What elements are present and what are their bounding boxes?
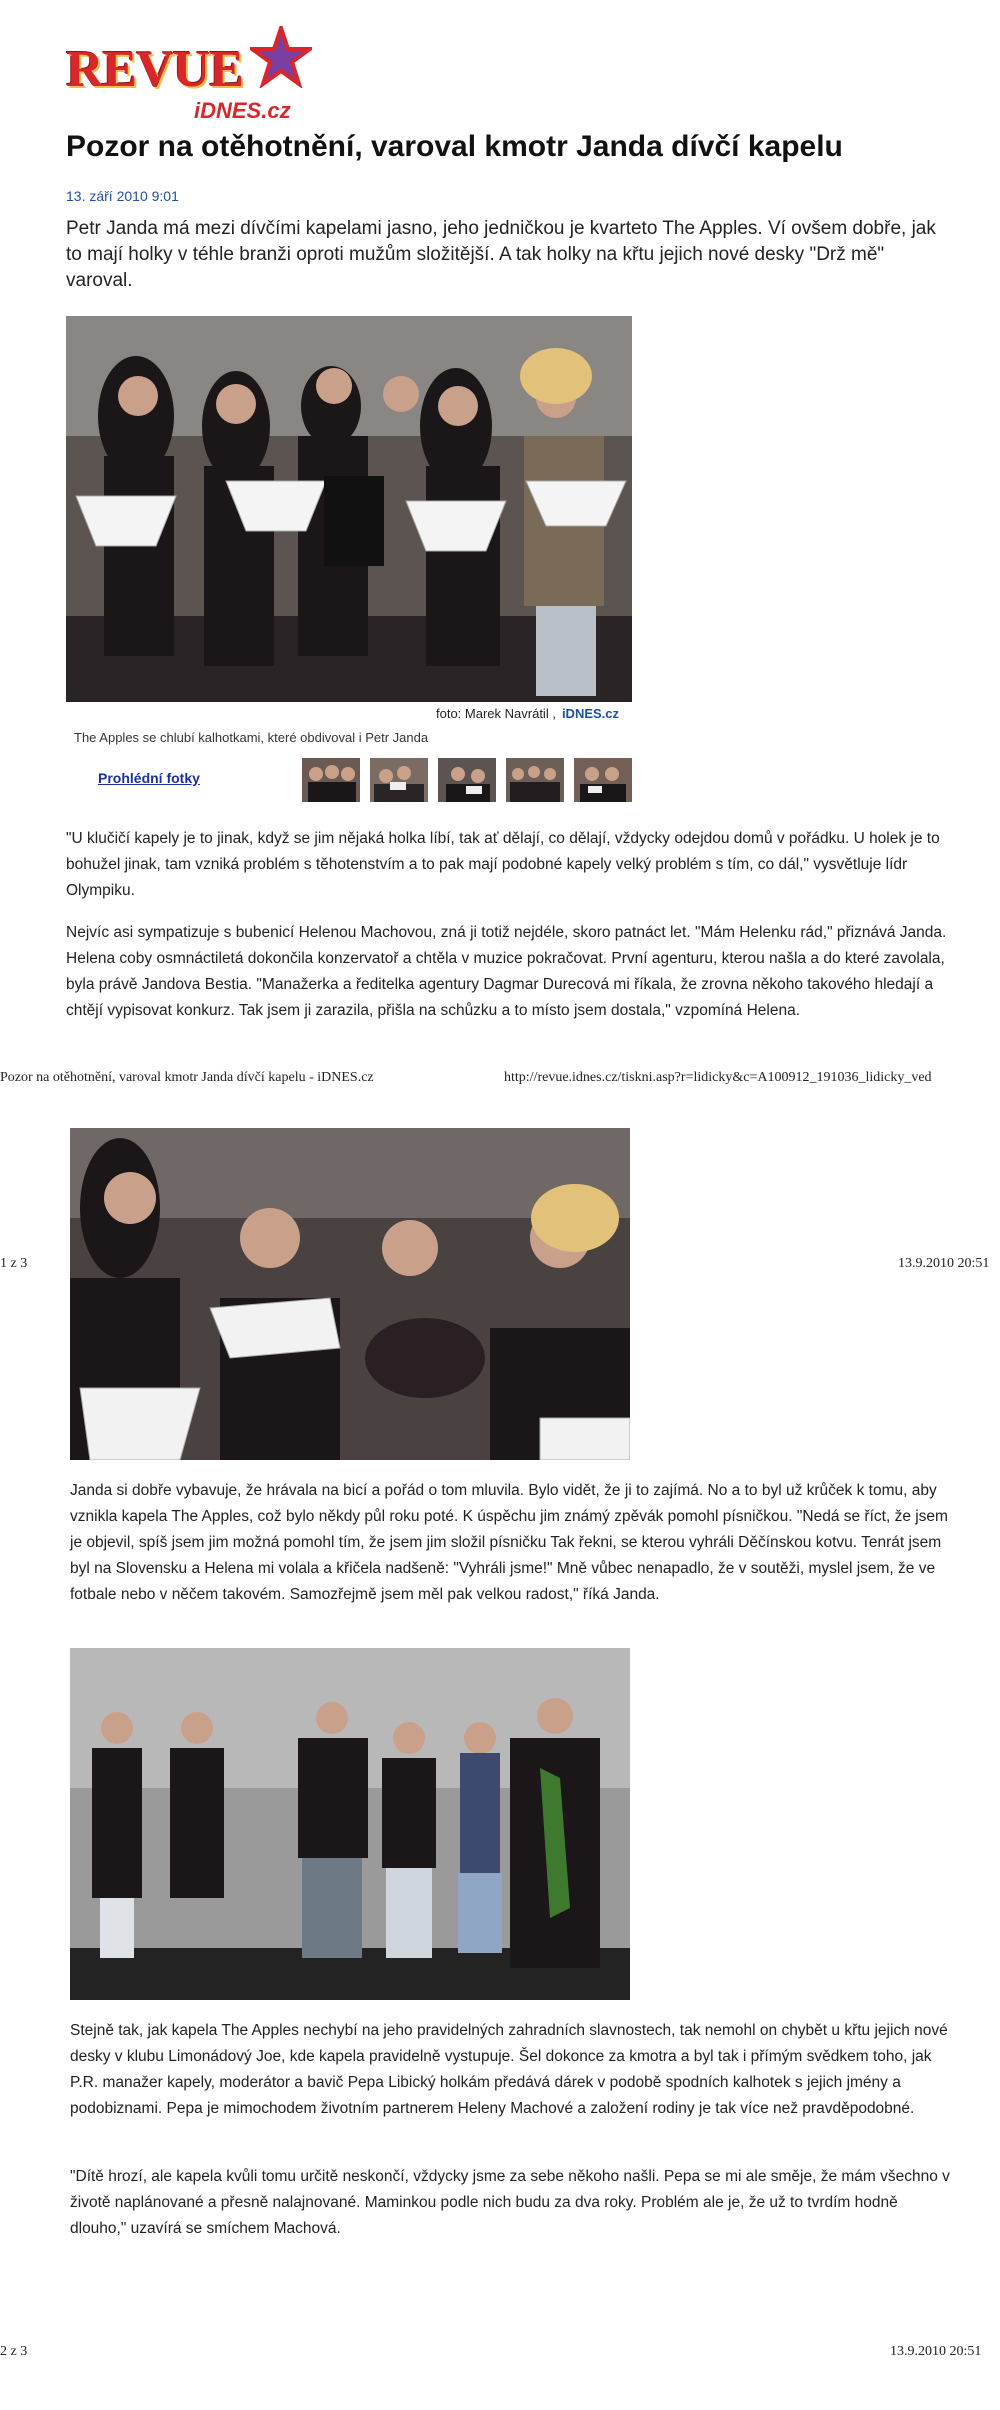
gallery-link[interactable]: Prohlédní fotky (98, 770, 200, 786)
photo-band-with-panties (66, 316, 632, 702)
article-title: Pozor na otěhotnění, varoval kmotr Janda dívčí kapelu (66, 130, 843, 163)
gallery-thumbnail[interactable] (370, 758, 428, 802)
revue-logo[interactable] (66, 26, 316, 130)
star-icon (250, 26, 312, 88)
photo-caption: The Apples se chlubí kalhotkami, které obdivoval i Petr Janda (74, 730, 429, 745)
article-lead: Petr Janda má mezi dívčími kapelami jasno, jeho jedničkou je kvarteto The Apples. Ví ovšem dobře, jak to mají holky v téhle branži oproti mužům složitější. A tak holky na křtu jejich nové desky "Drž mě" varoval. (66, 218, 936, 291)
print-page-date: 13.9.2010 20:51 (890, 2344, 982, 2359)
photo-credit-source: iDNES.cz (561, 706, 620, 721)
article-paragraph: "Dítě hrozí, ale kapela kvůli tomu určitě neskončí, vždycky jsme za sebe někoho našli. Pepa se mi ale směje, že mám všechno v životě naplánované a přesně nalajnované. Maminkou podle nich budu za dva roky. Problém ale je, že už to tvrdím hodně dlouho," uzavírá se smíchem Machová. (70, 2168, 950, 2237)
print-page-label: 2 z 3 (0, 2344, 28, 2359)
gallery-thumbnail[interactable] (574, 758, 632, 802)
article-paragraph: Stejně tak, jak kapela The Apples nechybí na jeho pravidelných zahradních slavnostech, tak nemohl on chybět u křtu jejich nové desky v klubu Limonádový Joe, kde kapela pravidelně vystupuje. Šel dokonce za kmotra a byl tak i přímým svědkem toho, jak P.R. manažer kapely, moderátor a bavič Pepa Libický holkám předává dárek v podobě spodních kalhotek s jejich jmény a podobiznami. Pepa je mimochodem životním partnerem Heleny Machové a založení rodiny je tak více než pravděpodobné. (70, 2022, 948, 2117)
gallery-thumbnail[interactable] (438, 758, 496, 802)
print-header-url: http://revue.idnes.cz/tiskni.asp?r=lidicky&c=A100912_191036_lidicky_ved (504, 1070, 932, 1085)
photo-janda-with-band (70, 1128, 630, 1460)
article-date: 13. září 2010 9:01 (66, 188, 179, 204)
logo-brand: REVUE (66, 41, 244, 98)
print-page-label: 1 z 3 (0, 1256, 28, 1271)
photo-credit (436, 706, 619, 721)
photo-band-on-stage (70, 1648, 630, 2000)
article-paragraph: "U klučičí kapely je to jinak, když se jim nějaká holka líbí, tak ať dělají, co dělají, vždycky odejdou domů v pořádku. U holek je to bohužel jinak, tam vzniká problém s těhotenstvím a to pak mají podobné kapely velký problém s tím, co dál," vysvětluje lídr Olympiku. (66, 830, 940, 899)
article-paragraph: Janda si dobře vybavuje, že hrávala na bicí a pořád o tom mluvila. Bylo vidět, že ji to zajímá. No a to byl už krůček k tomu, aby vznikla kapela The Apples, což bylo někdy půl roku poté. K úspěchu jim známý zpěvák pomohl písničkou. "Nedá se říct, že jsem je objevil, spíš jsem jim možná pomohl tím, že jsem jim složil písničku Tak řekni, se kterou vyhráli Děčínskou kotvu. Tenrát jsem byl na Slovensku a Helena mi volala a křičela nadšeně: "Vyhráli jsme!" Mně vůbec nenapadlo, že v soutěži, myslel jsem, že ve fotbale nebo v něčem takovém. Samozřejmě jsem měl pak velkou radost," říká Janda. (70, 1482, 948, 1603)
article-paragraph: Nejvíc asi sympatizuje s bubenicí Helenou Machovou, zná ji totiž nejdéle, skoro patnáct let. "Mám Helenku rád," přiznává Janda. Helena coby osmnáctiletá dokončila konzervatoř a chtěla v muzice pokračovat. První agenturu, kterou našla a do které zavolala, byla právě Jandova Bestia. "Manažerka a ředitelka agentury Dagmar Durecová mi říkala, že zrovna někoho takového hledají a chtějí vypisovat konkurz. Tak jsem ji zarazila, přišla na schůzku a to místo jsem dostala," vzpomíná Helena. (66, 924, 947, 1019)
gallery-thumbnail[interactable] (506, 758, 564, 802)
photo-credit-author: foto: Marek Navrátil , (436, 706, 556, 721)
print-page-date: 13.9.2010 20:51 (898, 1256, 990, 1271)
gallery-thumbnail[interactable] (302, 758, 360, 802)
logo-sub: iDNES.cz (194, 98, 291, 123)
print-header-title: Pozor na otěhotnění, varoval kmotr Janda dívčí kapelu - iDNES.cz (0, 1070, 374, 1085)
